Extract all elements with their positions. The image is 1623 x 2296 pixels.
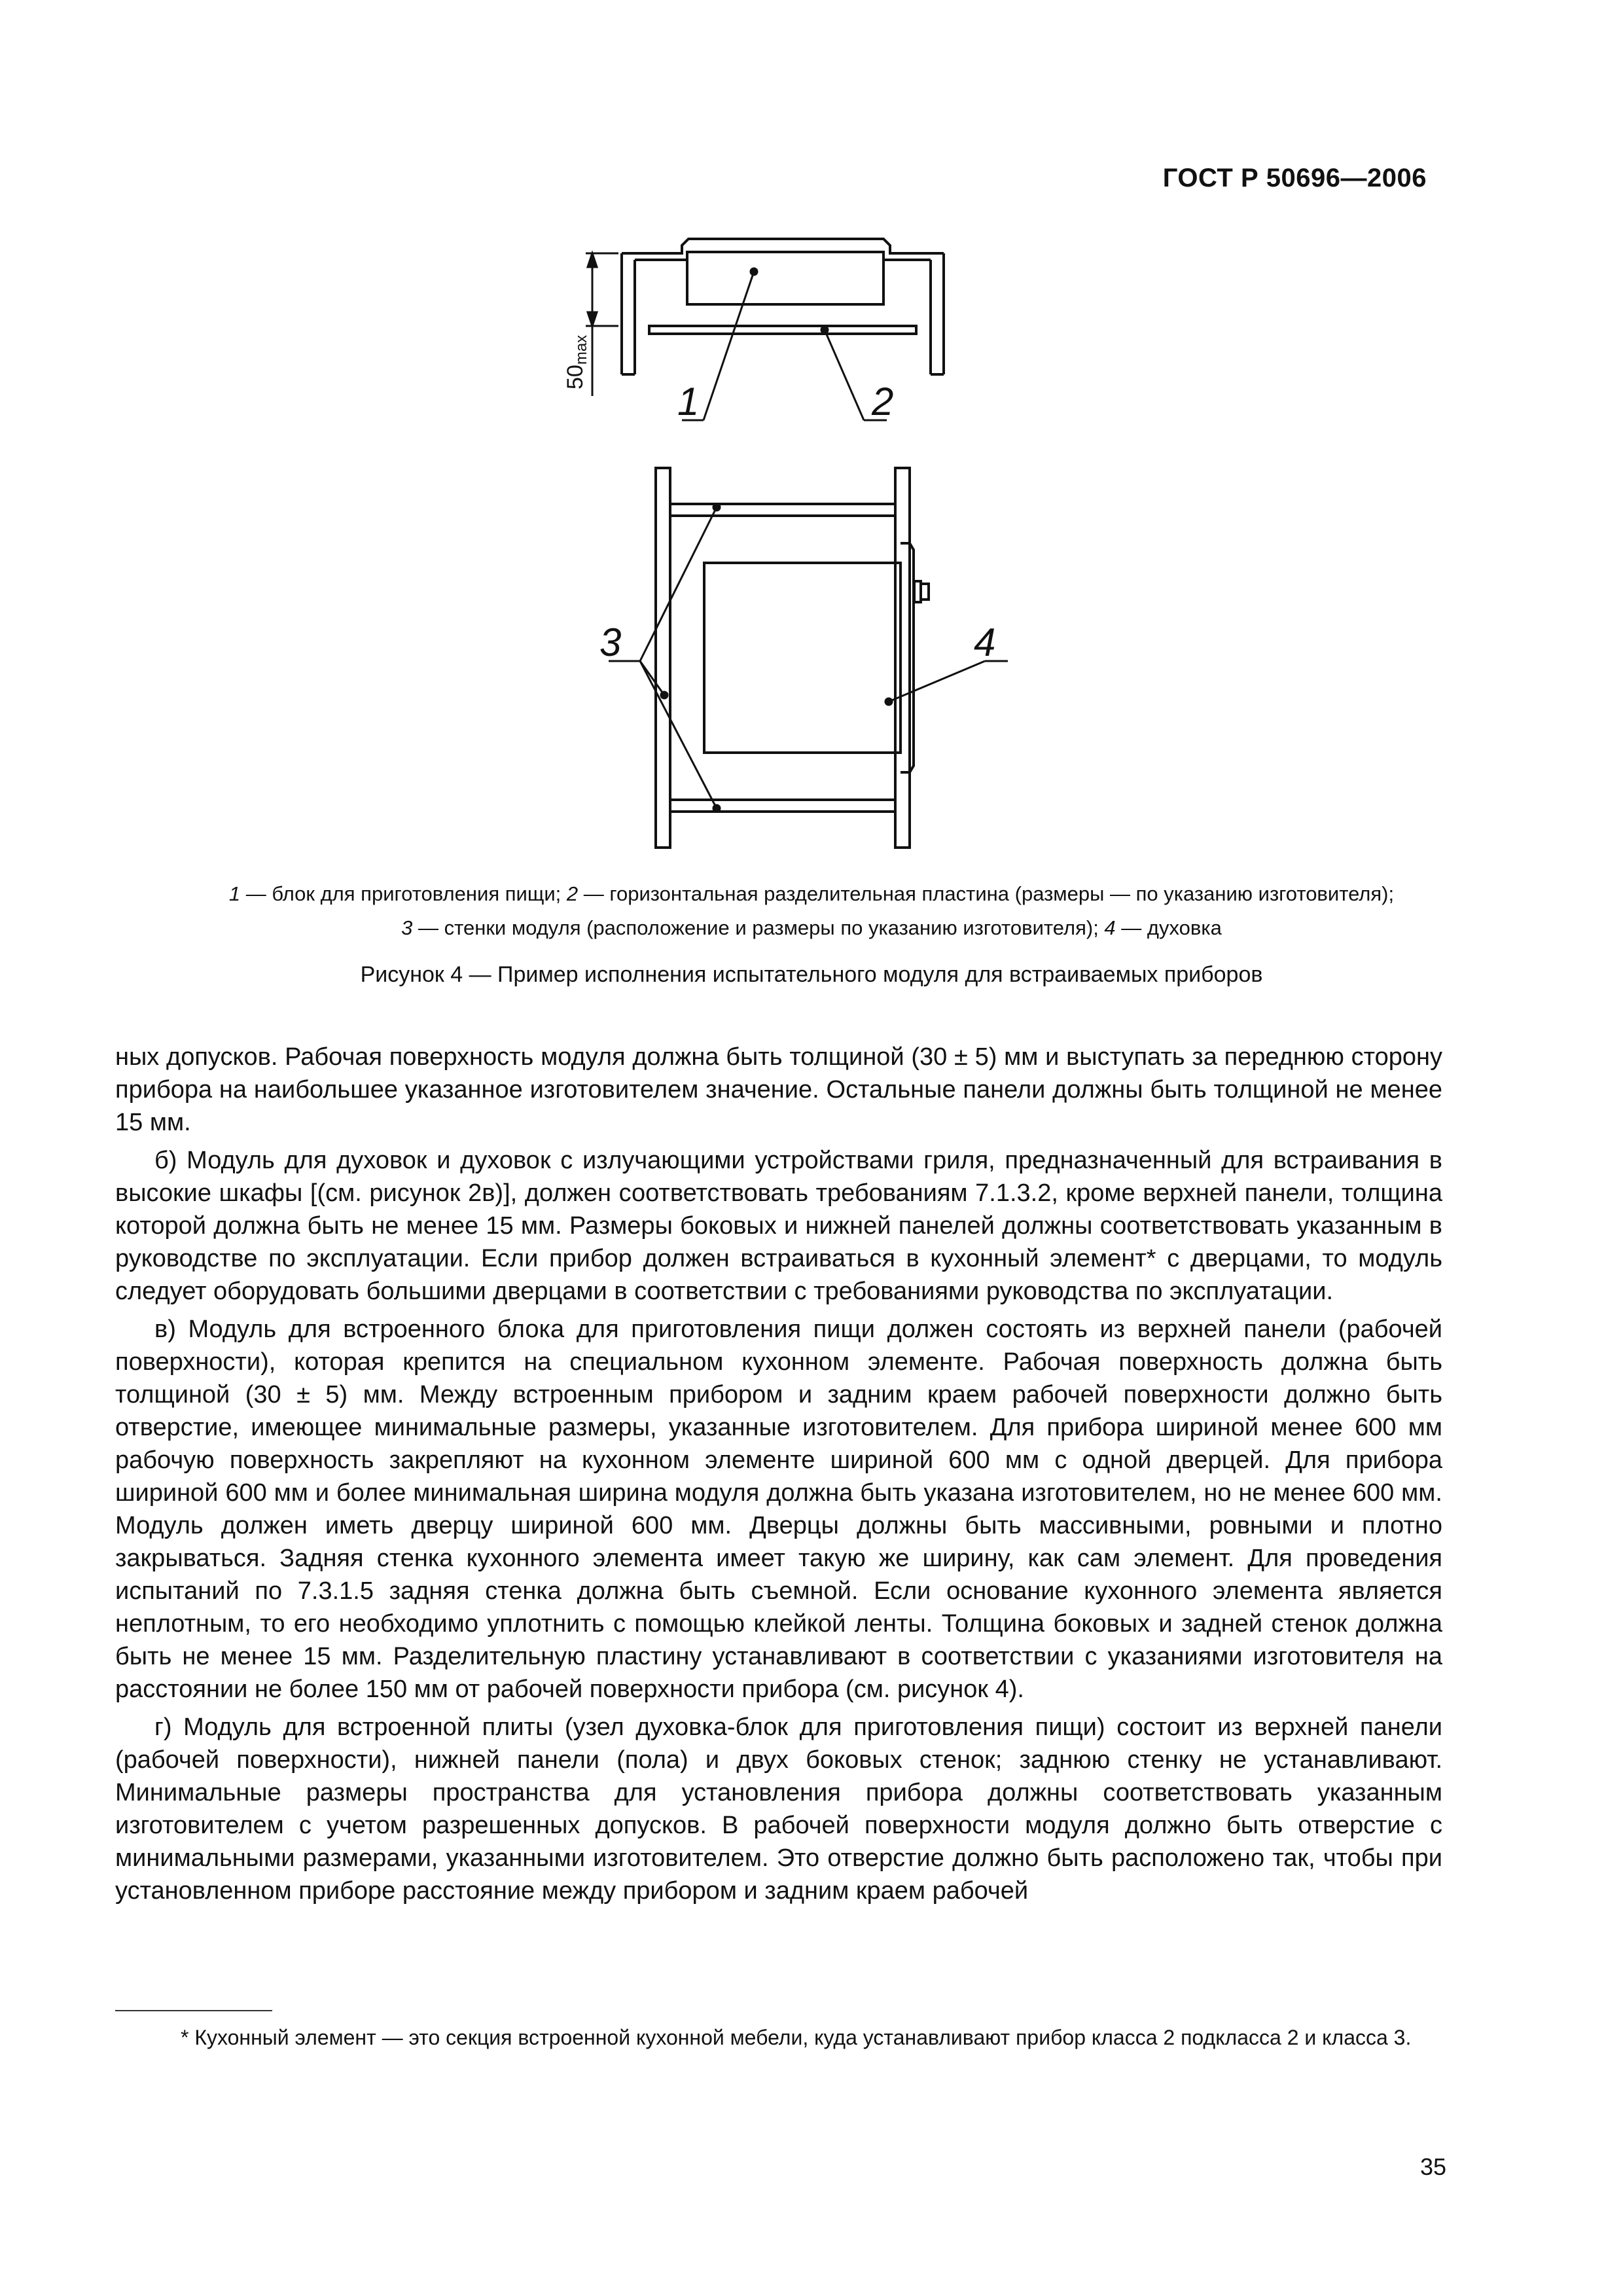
leader-3c-dot <box>713 805 720 812</box>
legend-line-1 <box>105 877 1518 911</box>
dim-arrow-top <box>588 253 597 267</box>
standard-header: ГОСТ Р 50696—2006 <box>1162 164 1427 192</box>
leader-3a-dot <box>713 504 720 511</box>
paragraph: ных допусков. Рабочая поверхность модуля должна быть толщиной (30 ± 5) мм и выступать за переднюю сторону прибора на наибольшее указанное изготовителем значение. Остальные панели должны быть толщиной не менее 15 мм. <box>115 1043 1442 1136</box>
legend-line-2 <box>105 911 1518 945</box>
paragraph: г) Модуль для встроенной плиты (узел духовка-блок для приготовления пищи) состоит из верхней панели (рабочей поверхности), нижней панели (пола) и двух боковых стенок; заднюю стенку не устанавливают. Минимальные размеры пространства для установления прибора должны соответствовать указанным изготовителем с учетом разрешенных допусков. В рабочей поверхности модуля должно быть отверстие с минимальными размерами, указанными изготовителем. Это отверстие должно быть расположено так, чтобы при установленном приборе расстояние между прибором и задним краем рабочей <box>115 1713 1442 1905</box>
label-2: 2 <box>872 380 894 423</box>
leader-1 <box>704 272 754 420</box>
paragraph: б) Модуль для духовок и духовок с излучающими устройствами гриля, предназначенный для встраивания в высокие шкафы [(см. рисунок 2в)], должен соответствовать требованиям 7.1.3.2, кроме верхней панели, толщина которой должна быть не менее 15 мм. Размеры боковых и нижней панелей должны соответствовать указанным в руководстве по эксплуатации. Если прибор должен встраиваться в кухонный элемент* с дверцами, то модуль следует оборудовать большими дверцами в соответствии с требованиями руководства по эксплуатации. <box>115 1147 1442 1305</box>
leader-2-dot <box>821 327 828 333</box>
dim-arrow-bottom <box>588 312 597 326</box>
legend-text-4: — духовка <box>1115 916 1222 939</box>
oven-handle-grip <box>921 584 929 600</box>
separation-plate <box>649 326 916 334</box>
footnote: * Кухонный элемент — это секция встроенной кухонной мебели, куда устанавливают прибор класса 2 подкласса 2 и класса 3. <box>181 2026 1412 2049</box>
leader-2 <box>825 330 864 420</box>
figure-4 <box>537 229 1034 857</box>
leader-1-dot <box>751 268 757 275</box>
legend-text-3: — стенки модуля (расположение и размеры по указанию изготовителя); <box>412 916 1105 939</box>
page-number: 35 <box>1419 2153 1446 2180</box>
leaders-bottom <box>609 504 1008 812</box>
leader-4-dot <box>885 698 892 705</box>
bottom-panel <box>670 800 895 812</box>
left-wall <box>656 468 670 848</box>
legend-number-3: 3 <box>401 916 413 939</box>
legend-number-4: 4 <box>1104 916 1116 939</box>
legend-text-2: — горизонтальная разделительная пластина (размеры — по указанию изготовителя); <box>578 882 1395 905</box>
oven-door <box>901 543 914 772</box>
figure-legend <box>105 877 1518 945</box>
oven-body <box>704 563 901 753</box>
legend-text-1: — блок для приготовления пищи; <box>240 882 567 905</box>
label-3: 3 <box>599 620 622 664</box>
label-1: 1 <box>677 380 700 423</box>
dim-label: 50max <box>563 334 590 389</box>
body-text <box>115 1041 1442 1907</box>
cooking-unit <box>687 252 883 304</box>
oven-module-drawing <box>656 468 929 848</box>
legend-number-1: 1 <box>228 882 241 905</box>
figure-4-drawing <box>537 229 1034 857</box>
cooktop-module-drawing <box>622 239 944 374</box>
legend-number-2: 2 <box>566 882 579 905</box>
label-4: 4 <box>974 620 996 664</box>
leaders-top <box>682 268 887 420</box>
figure-title: Рисунок 4 — Пример исполнения испытательного модуля для встраиваемых приборов <box>360 962 1263 987</box>
footnote-separator <box>115 2010 272 2011</box>
top-panel <box>670 504 895 516</box>
right-wall <box>895 468 910 848</box>
paragraph: в) Модуль для встроенного блока для приготовления пищи должен состоять из верхней панели (рабочей поверхности), которая крепится на специальном кухонном элементе. Рабочая поверхность должна быть толщиной (30 ± 5) мм. Между встроенным прибором и задним краем рабочей поверхности должно быть отверстие, имеющее минимальные размеры, указанные изготовителем. Для прибора шириной менее 600 мм рабочую поверхность закрепляют на кухонном элементе шириной 600 мм с одной дверцей. Для прибора шириной 600 мм и более минимальная ширина модуля должна быть указана изготовителем, но не менее 600 мм. Модуль должен иметь дверцу шириной 600 мм. Дверцы должны быть массивными, ровными и плотно закрываться. Задняя стенка кухонного элемента имеет такую же ширину, как сам элемент. Для проведения испытаний по 7.3.1.5 задняя стенка должна быть съемной. Если основание кухонного элемента является неплотным, то его необходимо уплотнить с помощью клейкой ленты. Толщина боковых и задней стенок должна быть не менее 15 мм. Разделительную пластину устанавливают в соответствии с указаниями изготовителя на расстоянии не более 150 мм от рабочей поверхности прибора (см. рисунок 4). <box>115 1316 1442 1703</box>
dimension-50max <box>586 253 618 396</box>
leader-4 <box>889 661 985 702</box>
leader-3b-dot <box>661 692 668 698</box>
